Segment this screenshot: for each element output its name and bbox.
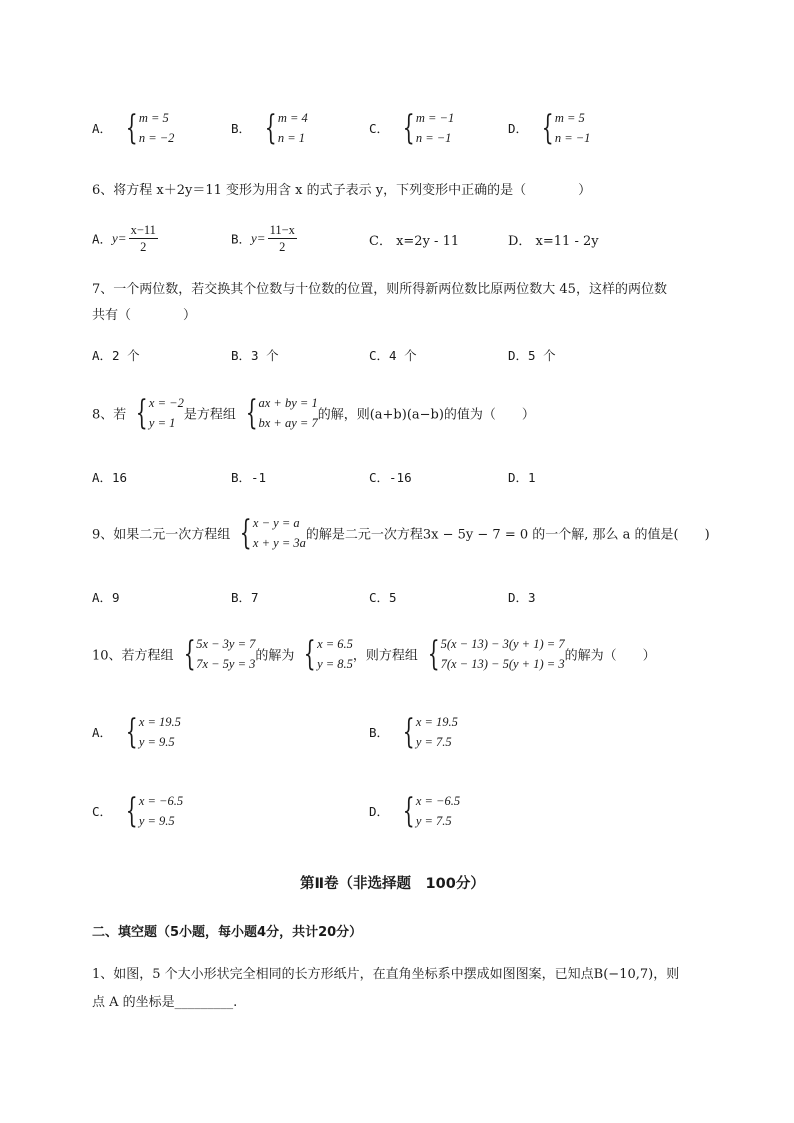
left-brace-icon: { <box>183 634 196 674</box>
left-brace-icon: { <box>402 712 415 752</box>
left-brace-icon: { <box>264 108 277 148</box>
equation-lhs: y= <box>251 230 266 246</box>
q5-option-d <box>508 108 590 148</box>
stem-text: 8、若 <box>92 407 127 423</box>
equation-row: bx + ay = 7 <box>258 416 318 430</box>
q7-option-b: B．3 个 <box>231 348 279 363</box>
option-label: B． <box>231 121 252 136</box>
equation-row: m = 5 <box>138 111 169 125</box>
q6-option-c: C． x=2y - 11 <box>369 234 460 249</box>
q10-option-c <box>92 791 183 831</box>
equation-row: 7x − 5y = 3 <box>196 657 256 671</box>
equation-row: 5(x − 13) − 3(y + 1) = 7 <box>440 637 565 651</box>
left-brace-icon: { <box>125 108 138 148</box>
equation-lhs: y= <box>112 230 127 246</box>
equation-row: y = 9.5 <box>138 735 175 749</box>
equation-row: y = 7.5 <box>415 814 452 828</box>
q10-option-a <box>92 712 181 752</box>
q5-option-a <box>92 108 174 148</box>
left-brace-icon: { <box>136 393 148 433</box>
fill-q1-line1: 1、如图，5 个大小形状完全相同的长方形纸片，在直角坐标系中摆成如图图案，已知点B(−10,7)，则 <box>92 967 680 982</box>
option-label: C． <box>369 121 390 136</box>
equation-row: n = −1 <box>415 131 452 145</box>
q5-option-b <box>231 108 308 148</box>
left-brace-icon: { <box>304 634 317 674</box>
q7-stem-line1: 7、一个两位数，若交换其个位数与十位数的位置，则所得新两位数比原两位数大 45，这样的两位数 <box>92 282 667 297</box>
numerator: 11−x <box>269 223 295 237</box>
equation-row: x = 19.5 <box>415 715 458 729</box>
fill-q1-line2: 点 A 的坐标是_________. <box>92 995 238 1010</box>
q7-option-c: C．4 个 <box>369 348 417 363</box>
equation-row: n = 1 <box>277 131 305 145</box>
option-label: A． <box>92 231 113 247</box>
q10-stem <box>92 634 656 674</box>
option-label: A． <box>92 121 113 136</box>
equation-row: y = 7.5 <box>415 735 452 749</box>
q10-option-d <box>369 791 460 831</box>
equation-row: x − y = a <box>252 516 300 530</box>
part-two-heading: 第Ⅱ卷（非选择题 100分） <box>300 876 485 892</box>
option-label: C． <box>92 804 113 819</box>
equation-row: 5x − 3y = 7 <box>196 637 256 651</box>
q9-stem <box>92 513 710 553</box>
q9-option-a: A．9 <box>92 590 120 605</box>
option-label: B． <box>231 231 252 247</box>
equation-row: m = −1 <box>415 111 455 125</box>
stem-text: 的解为 <box>255 648 295 664</box>
equation-row: y = 8.5 <box>317 657 353 671</box>
stem-text: 10、若方程组 <box>92 648 174 664</box>
equation-row: y = 9.5 <box>138 814 175 828</box>
left-brace-icon: { <box>245 393 258 433</box>
option-label: B． <box>369 725 390 740</box>
q9-option-b: B．7 <box>231 590 259 605</box>
q7-stem-line2: 共有（ ） <box>92 308 197 323</box>
q10-option-b <box>369 712 458 752</box>
q8-option-a: A．16 <box>92 470 128 485</box>
stem-text: ，则方程组 <box>352 648 418 664</box>
stem-text: 的解，则(a+b)(a−b)的值为（ ） <box>317 407 535 423</box>
q6-option-d: D． x=11 - 2y <box>508 234 599 249</box>
q6-stem: 6、将方程 x＋2y＝11 变形为用含 x 的式子表示 y，下列变形中正确的是（ ） <box>92 183 592 198</box>
equation-row: n = −1 <box>554 131 591 145</box>
q6-option-a <box>92 222 160 255</box>
denominator: 2 <box>279 240 286 254</box>
q8-option-d: D．1 <box>508 470 536 485</box>
stem-text: 9、如果二元一次方程组 <box>92 527 231 543</box>
equation-row: x = 19.5 <box>138 715 181 729</box>
q6-option-b <box>231 222 299 255</box>
fraction <box>268 222 297 255</box>
q8-option-c: C．-16 <box>369 470 412 485</box>
equation-row: n = −2 <box>138 131 175 145</box>
left-brace-icon: { <box>541 108 554 148</box>
left-brace-icon: { <box>125 712 138 752</box>
q7-option-a: A．2 个 <box>92 348 140 363</box>
q8-stem <box>92 393 535 433</box>
left-brace-icon: { <box>402 791 415 831</box>
equation-row: x = −6.5 <box>415 794 461 808</box>
option-label: D． <box>508 121 529 136</box>
stem-text: 的解为（ ） <box>564 648 656 664</box>
left-brace-icon: { <box>125 791 138 831</box>
left-brace-icon: { <box>427 634 440 674</box>
left-brace-icon: { <box>240 513 252 553</box>
fraction <box>129 222 158 255</box>
q7-option-d: D．5 个 <box>508 348 556 363</box>
equation-row: x = −6.5 <box>138 794 184 808</box>
denominator: 2 <box>140 240 147 254</box>
option-label: A． <box>92 725 113 740</box>
equation-row: m = 5 <box>554 111 585 125</box>
option-label: D． <box>369 804 390 819</box>
equation-row: y = 1 <box>148 416 176 430</box>
q5-option-c <box>369 108 454 148</box>
stem-text: 的解是二元一次方程3x − 5y − 7 = 0 的一个解, 那么 a 的值是( ) <box>305 527 710 543</box>
equation-row: x = −2 <box>148 396 184 410</box>
equation-row: ax + by = 1 <box>258 396 318 410</box>
stem-text: 是方程组 <box>183 407 236 423</box>
q8-option-b: B．-1 <box>231 470 267 485</box>
equation-row: 7(x − 13) − 5(y + 1) = 3 <box>440 657 565 671</box>
equation-row: x = 6.5 <box>317 637 353 651</box>
numerator: x−11 <box>130 223 156 237</box>
q9-option-c: C．5 <box>369 590 397 605</box>
equation-row: m = 4 <box>277 111 308 125</box>
fill-blank-section-heading: 二、填空题（5小题，每小题4分，共计20分） <box>92 925 363 940</box>
left-brace-icon: { <box>402 108 415 148</box>
equation-row: x + y = 3a <box>252 536 306 550</box>
q9-option-d: D．3 <box>508 590 536 605</box>
